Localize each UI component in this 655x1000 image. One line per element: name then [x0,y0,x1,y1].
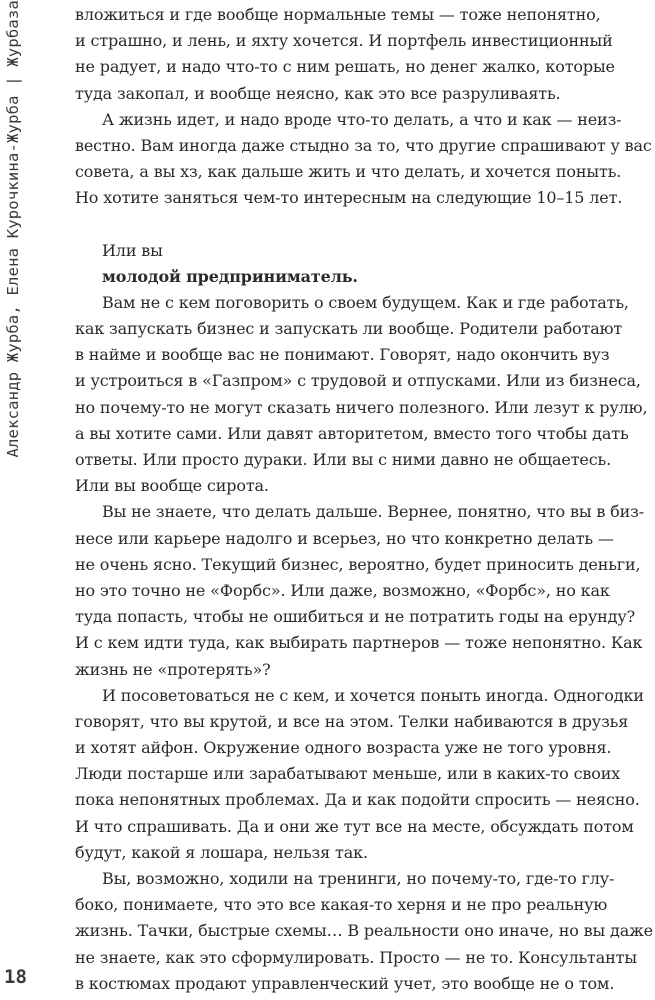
text-line [75,421,653,447]
page-number: 18 [4,966,27,988]
text-line-content: как запускать бизнес и запускать ли вообще. Родители работают [75,319,623,339]
text-line [75,159,653,185]
text-line [75,787,653,813]
text-line-content: и страшно, и лень, и яхту хочется. И портфель инвестиционный [75,31,613,51]
text-line [75,54,653,80]
text-line [75,185,653,211]
text-line-content: Вам не с кем поговорить о своем будущем. Как и где работать, [102,292,629,312]
text-line [75,630,653,656]
text-line-content: туда закопал, и вообще неясно, как это все разруливаять. [75,83,561,103]
text-line [75,81,653,107]
text-line-content: но это точно не «Форбс». Или даже, возможно, «Форбс», но как [75,580,610,600]
text-line-content: а вы хотите сами. Или давят авторитетом, вместо того чтобы дать [75,423,629,443]
text-line [75,526,653,552]
text-line-content: ответы. Или просто дураки. Или вы с ними давно не общаетесь. [75,450,612,469]
text-line [75,945,653,971]
text-line [75,264,653,290]
text-line-content: Вы, возможно, ходили на тренинги, но почему-то, где-то глу- [102,869,615,888]
text-line-content: Или вы вообще сирота. [75,476,269,496]
text-line [75,866,653,892]
running-head-text: Александр Журба, Елена Курочкина-Журба | Журбаза [4,0,22,458]
text-line [75,892,653,918]
text-line [75,447,653,473]
text-line [75,499,653,525]
text-line [75,604,653,630]
text-line-content: Но хотите заняться чем-то интересным на следующие 10–15 лет. [75,188,623,208]
text-line [75,290,653,316]
text-line-content: А жизнь идет, и надо вроде что-то делать, а что и как — неиз- [102,109,622,129]
text-line [75,709,653,735]
text-line [75,28,653,54]
text-line [75,2,653,28]
text-line [75,395,653,421]
text-line [75,918,653,944]
text-line-content: говорят, что вы крутой, и все на этом. Телки набиваются в друзья [75,711,629,731]
text-line-content: не радует, и надо что-то с ним решать, но денег жалко, которые [75,57,615,77]
text-line [75,683,653,709]
text-line [75,107,653,133]
text-line-content: И посоветоваться не с кем, и хочется поныть иногда. Одногодки [102,685,644,705]
text-line-content: пока непонятных проблемах. Да и как подойти спросить — неясно. [75,790,640,810]
text-line-content: туда попасть, чтобы не ошибиться и не потратить годы на ерунду? [75,607,636,627]
bold-heading-text: молодой предприниматель. [102,266,358,286]
text-line-content: несе или карьере надолго и всерьез, но что конкретно делать — [75,528,614,548]
text-line [75,578,653,604]
text-line-content: совета, а вы хз, как дальше жить и что делать, и хочется поныть. [75,162,622,182]
text-line [75,552,653,578]
text-line [75,316,653,342]
text-line-content: И что спрашивать. Да и они же тут все на месте, обсуждать потом [75,816,634,836]
text-line-content: не знаете, как это сформулировать. Просто — не то. Консультанты [75,947,637,967]
text-line-content: боко, понимаете, что это все какая-то херня и не про реальную [75,895,608,915]
running-head [2,0,24,618]
text-line [75,814,653,840]
text-line-content: будут, какой я лошара, нельзя так. [75,842,368,862]
text-line [75,473,653,499]
text-line-content: в костюмах продают управленческий учет, это вообще не о том. [75,973,615,993]
text-line [75,342,653,368]
text-line [75,238,653,264]
paragraph-gap [75,212,653,238]
text-line-content: И с кем идти туда, как выбирать партнеров — тоже непонятно. Как [75,633,643,653]
text-line-content: Или вы [102,240,163,260]
text-line [75,761,653,787]
text-line [75,840,653,866]
text-line [75,133,653,159]
text-line-content: вестно. Вам иногда даже стыдно за то, что другие спрашивают у вас [75,135,652,155]
text-line-content: но почему-то не могут сказать ничего полезного. Или лезут к рулю, [75,397,648,417]
text-line-content: вложиться и где вообще нормальные темы — тоже непонятно, [75,5,601,24]
text-line-content: жизнь не «протерять»? [75,659,271,679]
text-line-content: Люди постарше или зарабатывают меньше, или в каких-то своих [75,764,621,784]
body-text [75,2,653,997]
text-line [75,971,653,997]
text-line-content: и устроиться в «Газпром» с трудовой и отпусками. Или из бизнеса, [75,371,641,391]
text-line [75,368,653,394]
text-line-content: Вы не знаете, что делать дальше. Вернее, понятно, что вы в биз- [102,502,644,522]
text-line-content: жизнь. Тачки, быстрые схемы… В реальности оно иначе, но вы даже [75,921,653,941]
text-line-content: в найме и вообще вас не понимают. Говорят, надо окончить вуз [75,345,610,365]
text-line-content: и хотят айфон. Окружение одного возраста уже не того уровня. [75,738,612,758]
text-line-content: не очень ясно. Текущий бизнес, вероятно, будет приносить деньги, [75,554,641,574]
text-line [75,657,653,683]
text-line [75,735,653,761]
